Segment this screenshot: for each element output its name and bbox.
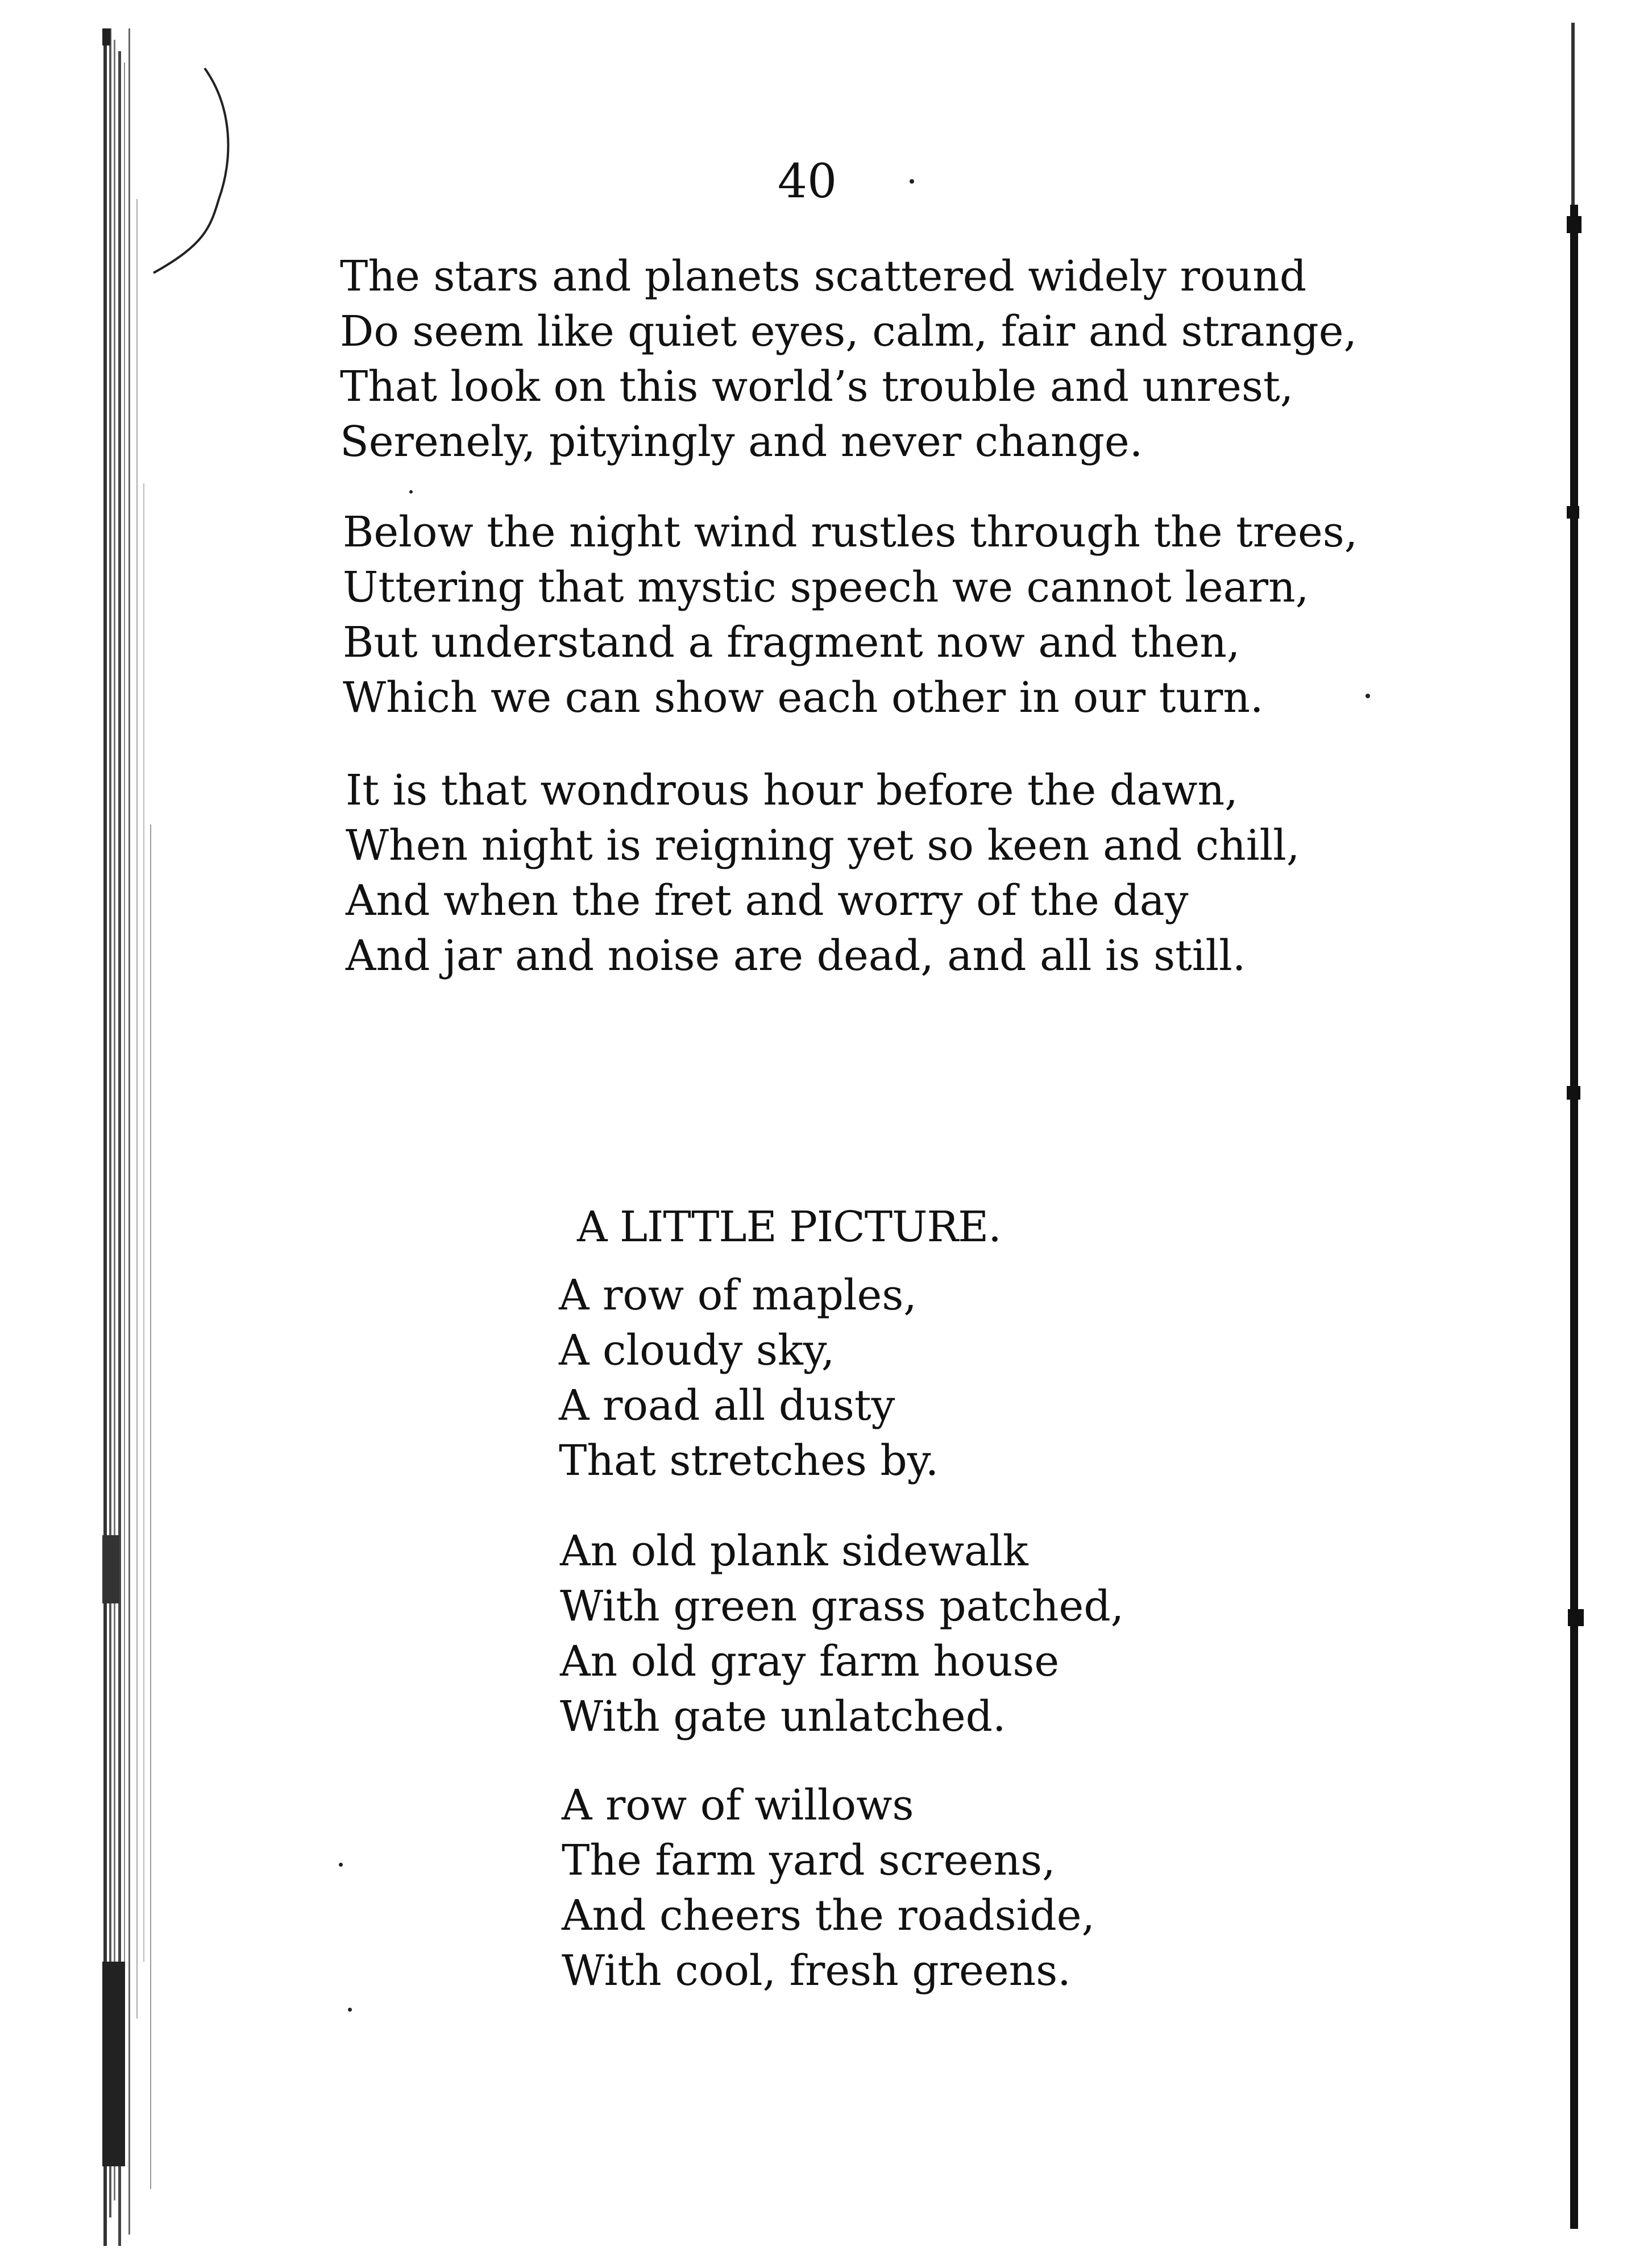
verse-line: With cool, fresh greens. (562, 1946, 1071, 1995)
verse-line: Serenely, pityingly and never change. (340, 417, 1143, 466)
verse-line: With gate unlatched. (560, 1692, 1006, 1741)
verse-line: Below the night wind rustles through the trees, (343, 508, 1358, 557)
scan-speck (910, 179, 914, 184)
scan-curve-mark (142, 57, 256, 296)
verse-line: With green grass patched, (560, 1582, 1124, 1631)
verse-line: A road all dusty (559, 1381, 895, 1430)
verse-line: The farm yard screens, (562, 1836, 1056, 1885)
poem-title: A LITTLE PICTURE. (577, 1203, 1001, 1251)
verse-line: But understand a fragment now and then, (343, 618, 1240, 667)
verse-line: The stars and planets scattered widely round (340, 252, 1307, 301)
verse-line: Do seem like quiet eyes, calm, fair and strange, (340, 307, 1358, 356)
verse-line: A row of willows (562, 1781, 914, 1830)
verse-line: And jar and noise are dead, and all is still. (346, 931, 1246, 980)
scan-speck (1365, 694, 1370, 698)
verse-line: An old plank sidewalk (560, 1527, 1028, 1576)
stanza (340, 249, 1357, 470)
verse-line: And when the fret and worry of the day (346, 876, 1189, 925)
verse-line: And cheers the roadside, (562, 1891, 1095, 1940)
verse-line: That stretches by. (559, 1436, 939, 1485)
stanza (343, 505, 1358, 726)
scan-speck (348, 2008, 352, 2012)
scan-speck (339, 1863, 343, 1867)
verse-line: An old gray farm house (560, 1637, 1060, 1686)
stanza (562, 1778, 1095, 1999)
verse-line: When night is reigning yet so keen and chill, (346, 821, 1300, 870)
page-number: 40 (777, 155, 837, 209)
scanned-left-edge (102, 28, 171, 2246)
verse-line: A cloudy sky, (559, 1326, 835, 1375)
scanned-right-edge (1558, 23, 1592, 2252)
verse-line: It is that wondrous hour before the dawn, (346, 766, 1238, 815)
stanza (560, 1524, 1124, 1744)
stanza (346, 763, 1300, 984)
verse-line: Uttering that mystic speech we cannot learn, (343, 563, 1309, 612)
verse-line: That look on this world’s trouble and unrest, (340, 362, 1294, 411)
verse-line: Which we can show each other in our turn. (343, 673, 1264, 722)
verse-line: A row of maples, (559, 1271, 917, 1320)
stanza (559, 1268, 939, 1489)
scan-speck (409, 490, 413, 494)
